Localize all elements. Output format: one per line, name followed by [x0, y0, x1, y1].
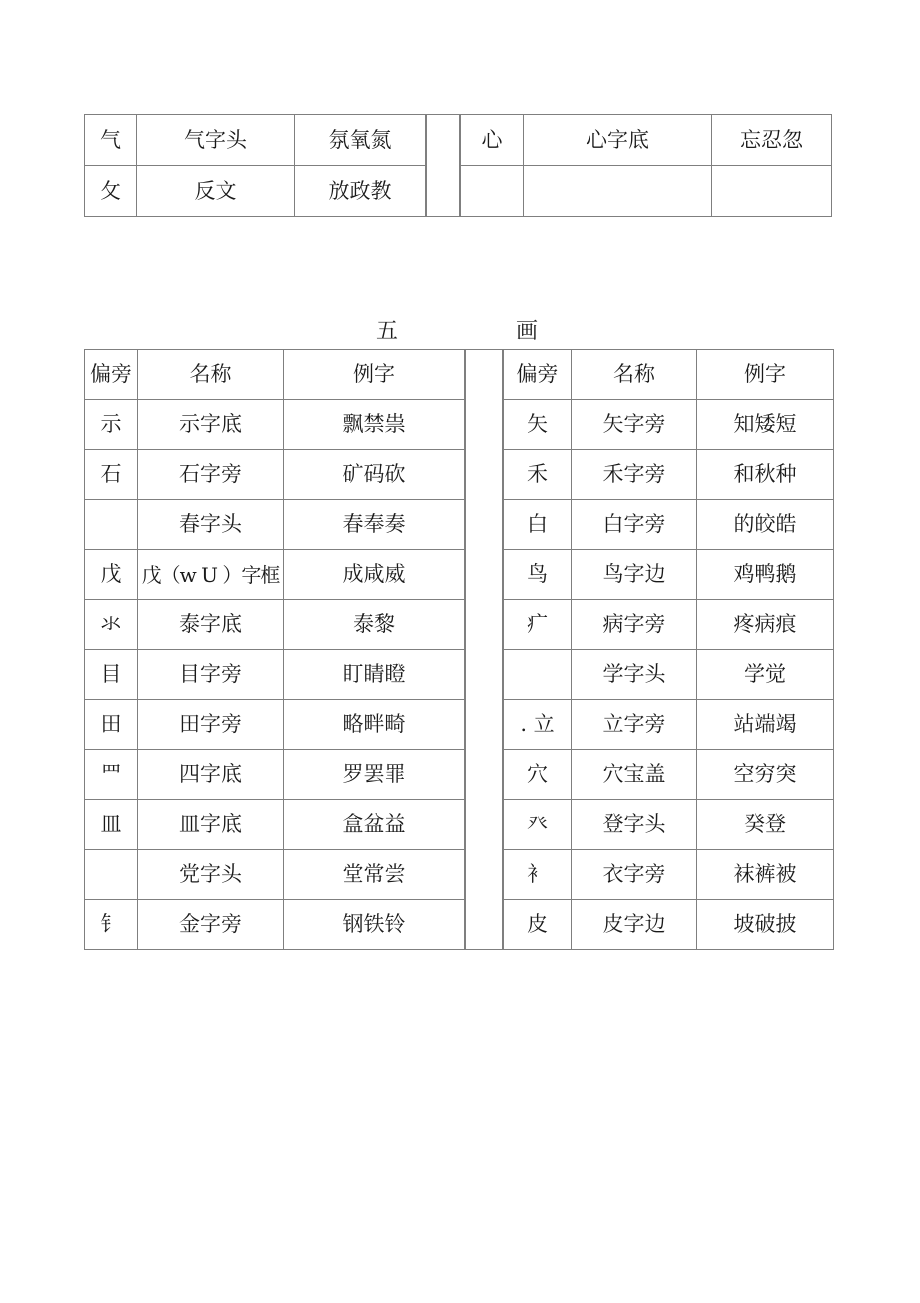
cell-radical — [85, 500, 138, 550]
table-row — [504, 850, 834, 900]
cell-name: 白字旁 — [572, 500, 697, 550]
cell-radical: 心 — [461, 115, 524, 166]
cell-examples: 癸登 — [697, 800, 834, 850]
table-row — [85, 750, 465, 800]
main-table-left — [84, 349, 465, 950]
cell-examples: 的皎皓 — [697, 500, 834, 550]
header-row — [85, 350, 465, 400]
cell-name: 田字旁 — [138, 700, 284, 750]
cell-examples: 堂常尝 — [284, 850, 465, 900]
cell-name: 登字头 — [572, 800, 697, 850]
table-row — [461, 115, 832, 166]
header-radical: 偏旁 — [85, 350, 138, 400]
cell-examples: 钢铁铃 — [284, 900, 465, 950]
table-row — [85, 650, 465, 700]
table-row — [461, 166, 832, 217]
table-row — [85, 900, 465, 950]
cell-name: 泰字底 — [138, 600, 284, 650]
cell-name: 反文 — [137, 166, 295, 217]
section-title — [84, 320, 830, 344]
cell-radical: 矢 — [504, 400, 572, 450]
cell-examples: 成咸威 — [284, 550, 465, 600]
cell-name: 目字旁 — [138, 650, 284, 700]
cell-radical — [504, 650, 572, 700]
cell-radical: 氺 — [85, 600, 138, 650]
table-row — [85, 115, 426, 166]
cell-name: 皮字边 — [572, 900, 697, 950]
cell-examples: 坡破披 — [697, 900, 834, 950]
header-row — [504, 350, 834, 400]
table-row — [85, 700, 465, 750]
cell-radical: 疒 — [504, 600, 572, 650]
cell-examples: 泰黎 — [284, 600, 465, 650]
cell-examples: 盯睛瞪 — [284, 650, 465, 700]
cell-examples: 矿码砍 — [284, 450, 465, 500]
cell-radical — [461, 166, 524, 217]
cell-examples: 飘禁祟 — [284, 400, 465, 450]
cell-examples: 鸡鸭鹅 — [697, 550, 834, 600]
cell-radical: 攵 — [85, 166, 137, 217]
cell-examples: 忘忍忽 — [712, 115, 832, 166]
table-row — [85, 400, 465, 450]
cell-radical: 禾 — [504, 450, 572, 500]
cell-radical: 戊 — [85, 550, 138, 600]
cell-name: 皿字底 — [138, 800, 284, 850]
cell-examples — [712, 166, 832, 217]
main-table-right — [503, 349, 834, 950]
table-row — [504, 800, 834, 850]
cell-examples: 空穷突 — [697, 750, 834, 800]
cell-radical: . 立 — [504, 700, 572, 750]
table-row — [504, 550, 834, 600]
cell-radical: 示 — [85, 400, 138, 450]
table-row — [85, 166, 426, 217]
cell-examples: 站端竭 — [697, 700, 834, 750]
table-row — [504, 400, 834, 450]
table-row — [504, 650, 834, 700]
cell-radical: 目 — [85, 650, 138, 700]
cell-radical: 癶 — [504, 800, 572, 850]
cell-name: 气字头 — [137, 115, 295, 166]
table-row — [504, 750, 834, 800]
cell-name: 衣字旁 — [572, 850, 697, 900]
cell-examples: 袜裤被 — [697, 850, 834, 900]
table-row — [504, 450, 834, 500]
cell-radical: 衤 — [504, 850, 572, 900]
cell-radical: 白 — [504, 500, 572, 550]
cell-radical: 钅 — [85, 900, 138, 950]
table-row — [85, 450, 465, 500]
top-radical-table — [84, 114, 832, 217]
cell-name: 矢字旁 — [572, 400, 697, 450]
header-name: 名称 — [572, 350, 697, 400]
top-table-left — [84, 114, 426, 217]
cell-name — [524, 166, 712, 217]
cell-name: 禾字旁 — [572, 450, 697, 500]
table-row — [85, 800, 465, 850]
cell-examples: 略畔畸 — [284, 700, 465, 750]
cell-name: 病字旁 — [572, 600, 697, 650]
cell-name: 心字底 — [524, 115, 712, 166]
table-row — [85, 850, 465, 900]
cell-radical: 气 — [85, 115, 137, 166]
table-row — [85, 500, 465, 550]
header-name: 名称 — [138, 350, 284, 400]
cell-name: 穴宝盖 — [572, 750, 697, 800]
cell-radical: 穴 — [504, 750, 572, 800]
cell-name: 石字旁 — [138, 450, 284, 500]
cell-name: 示字底 — [138, 400, 284, 450]
table-row — [504, 500, 834, 550]
cell-examples: 知矮短 — [697, 400, 834, 450]
top-table-right — [460, 114, 832, 217]
five-stroke-tables — [84, 349, 834, 950]
table-row — [504, 900, 834, 950]
cell-name: 学字头 — [572, 650, 697, 700]
header-radical: 偏旁 — [504, 350, 572, 400]
cell-examples: 春奉奏 — [284, 500, 465, 550]
section-title-stroke-count: 五 — [375, 319, 398, 344]
table-row — [85, 550, 465, 600]
cell-radical: 田 — [85, 700, 138, 750]
cell-examples: 氛氧氮 — [295, 115, 426, 166]
main-table-spacer-column — [465, 349, 503, 950]
cell-radical: 鸟 — [504, 550, 572, 600]
top-table-spacer-column — [426, 114, 460, 217]
cell-examples: 疼病痕 — [697, 600, 834, 650]
cell-name: 春字头 — [138, 500, 284, 550]
cell-examples: 罗罢罪 — [284, 750, 465, 800]
cell-radical: 皿 — [85, 800, 138, 850]
cell-radical: 罒 — [85, 750, 138, 800]
table-row — [504, 600, 834, 650]
section-title-hua: 画 — [516, 319, 539, 344]
cell-name: 金字旁 — [138, 900, 284, 950]
cell-radical: 皮 — [504, 900, 572, 950]
cell-name: 党字头 — [138, 850, 284, 900]
cell-name: 四字底 — [138, 750, 284, 800]
cell-examples: 学觉 — [697, 650, 834, 700]
header-examples: 例字 — [697, 350, 834, 400]
table-row — [85, 600, 465, 650]
cell-name: 鸟字边 — [572, 550, 697, 600]
cell-radical: 石 — [85, 450, 138, 500]
table-row — [504, 700, 834, 750]
cell-radical — [85, 850, 138, 900]
cell-name: 立字旁 — [572, 700, 697, 750]
cell-examples: 放政教 — [295, 166, 426, 217]
cell-name: 戊（w U ）字框 — [138, 550, 284, 600]
cell-examples: 盒盆益 — [284, 800, 465, 850]
cell-examples: 和秋种 — [697, 450, 834, 500]
header-examples: 例字 — [284, 350, 465, 400]
